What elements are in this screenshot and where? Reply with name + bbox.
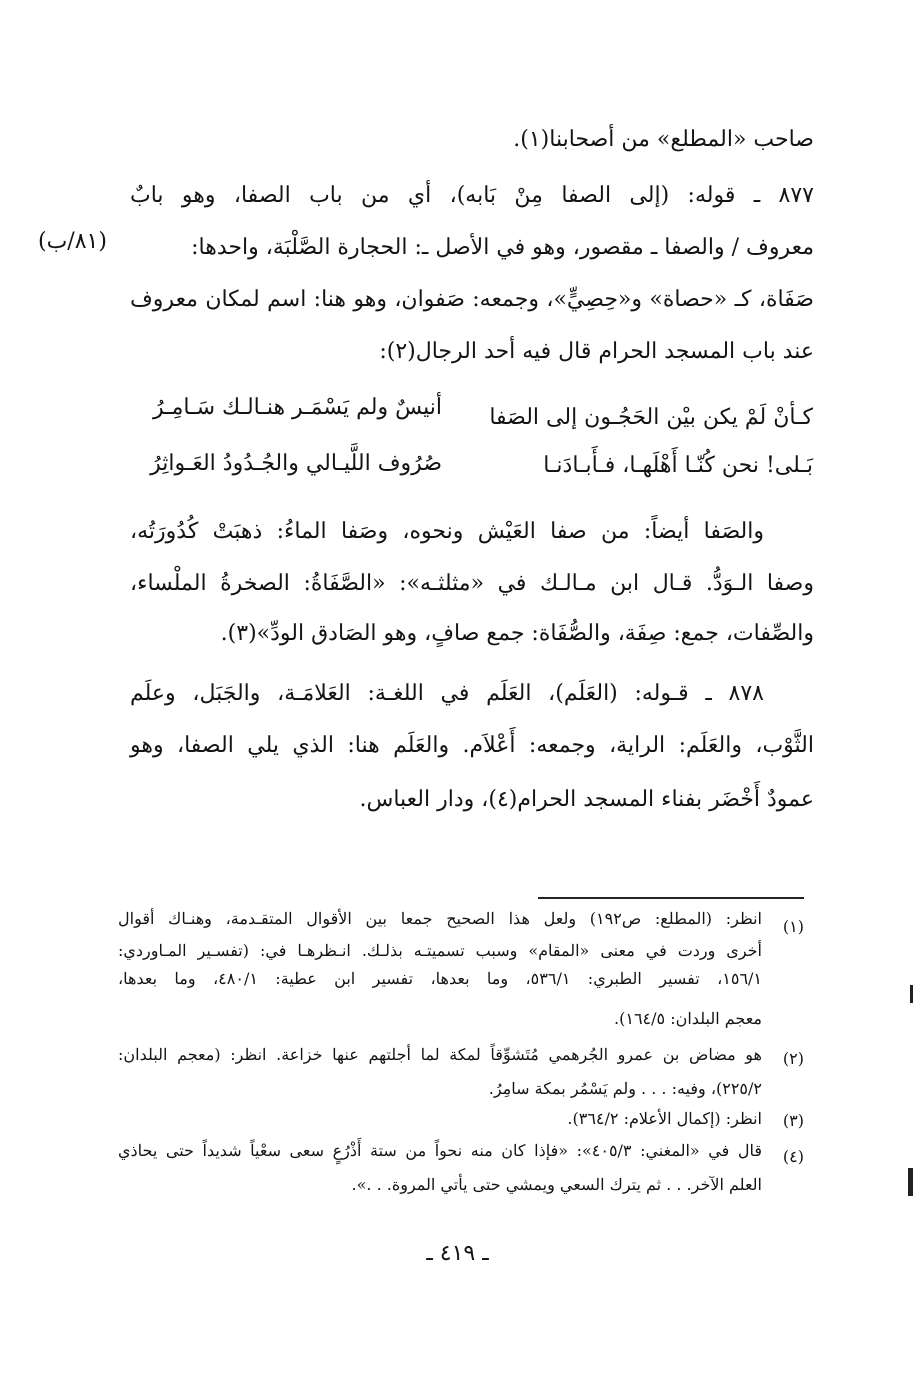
verse-1-first-hemistich: كـأنْ لَمْ يكن بيْن الحَجُـون إلى الصَفا — [489, 405, 813, 430]
footnote-2-line-1: هو مضاض بن عمرو الجُرهمي مُتَشوِّقاً لمكة لما أجلتهم عنها خزاعة. انظر: (معجم البلدان: — [118, 1045, 762, 1064]
verse-1-second-hemistich: أنيسٌ ولم يَسْمَـر هنـالـك سَـامِـرُ — [153, 395, 442, 420]
scan-edge-mark — [910, 985, 913, 1003]
text-line-9: ٨٧٨ ـ قـوله: (العَلَم)، العَلَم في اللغـة: العَلامَـة، والجَبَل، وعلَم — [130, 681, 764, 706]
footnote-3-line-1: انظر: (إكمال الأعلام: ٣٦٤/٢). — [567, 1109, 762, 1128]
text-line-5: عند باب المسجد الحرام قال فيه أحد الرجال(٢): — [379, 339, 814, 364]
footnote-4-number: (٤) — [782, 1147, 804, 1166]
text-line-10: الثَّوْب، والعَلَم: الراية، وجمعه: أَعْلاَم. والعَلَم هنا: الذي يلي الصفا، وهو — [130, 733, 814, 758]
footnote-2-line-2: ٢٢٥/٢)، وفيه: . . . ولم يَسْمُر بمكة سامِرُ. — [488, 1079, 762, 1098]
verse-2-second-hemistich: صُرُوف اللَّيـالي والجُـدُودُ العَـواثِرُ — [150, 451, 442, 476]
footnote-3-number: (٣) — [782, 1111, 804, 1130]
footnote-4-line-2: العلم الآخر. . . ثم يترك السعي ويمشي حتى يأتي المروة. . .». — [351, 1175, 762, 1194]
text-line-6: والصَفا أيضاً: من صفا العَيْش ونحوه، وصَفا الماءُ: ذهبَتْ كُدُورَتُه، — [130, 519, 765, 544]
footnote-separator — [538, 897, 804, 899]
text-line-11: عمودٌ أَخْضَر بفناء المسجد الحرام(٤)، ودار العباس. — [359, 787, 814, 812]
text-line-7: وصفا الـوَدُّ. قـال ابن مـالـك في «مثلثـه»: «الصَّفَاةُ: الصخرةُ الملْساء، — [130, 571, 814, 596]
margin-folio-ref: (٨١/ب) — [38, 229, 107, 254]
footnote-2-number: (٢) — [782, 1049, 804, 1068]
footnote-1-line-3: ١٥٦/١، تفسير الطبري: ٥٣٦/١، وما بعدها، تفسير ابن عطية: ٤٨٠/١، وما بعدها، — [118, 969, 763, 988]
footnote-1-number: (١) — [782, 917, 804, 936]
text-line-2: ٨٧٧ ـ قوله: (إلى الصفا مِنْ بَابه)، أي من باب الصفا، وهو بابٌ — [130, 183, 814, 208]
footnote-1-line-1: انظر: (المطلع: ص١٩٢) ولعل هذا الصحيح جمعا بين الأقوال المتقـدمة، وهنـاك أقوال — [118, 909, 762, 928]
page-number: ـ ٤١٩ ـ — [426, 1241, 489, 1266]
text-line-3: معروف / والصفا ـ مقصور، وهو في الأصل ـ: الحجارة الصَّلْبَة، واحدها: — [191, 235, 814, 260]
text-line-1: صاحب «المطلع» من أصحابنا(١). — [513, 127, 814, 152]
footnote-1-line-4: معجم البلدان: ١٦٤/٥). — [614, 1009, 762, 1028]
text-line-4: صَفَاة، كـ «حصاة» و«حِصِيٍّ»، وجمعه: صَفوان، وهو هنا: اسم لمكان معروف — [130, 287, 814, 312]
scan-edge-mark — [908, 1168, 913, 1196]
text-line-8: والصِّفات، جمع: صِفَة، والصُّفَاة: جمع صافٍ، وهو الصَادق الودِّ»(٣). — [220, 621, 814, 646]
verse-2-first-hemistich: بَـلى! نحن كُنّـا أَهْلَهـا، فـأَبـادَنـا — [543, 453, 813, 478]
footnote-4-line-1: قال في «المغني: ٤٠٥/٣»: «فإذا كان منه نحواً من ستة أَذْرُعٍ سعى سعْياً شديداً حتى يحاذي — [118, 1141, 762, 1160]
footnote-1-line-2: أخرى وردت في معنى «المقام» وسبب تسميتـه بذلـك. انـظرهـا في: (تفسـير المـاوردي: — [118, 941, 762, 960]
